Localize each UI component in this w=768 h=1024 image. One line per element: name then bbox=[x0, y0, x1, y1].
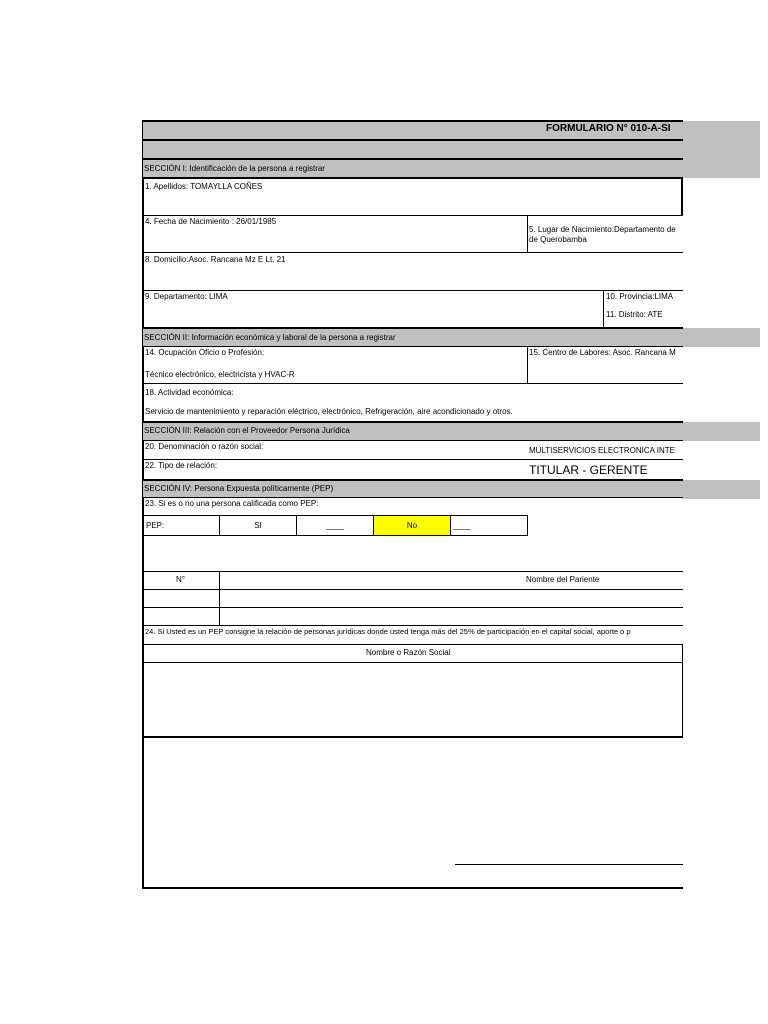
fecha-divider bbox=[527, 216, 528, 253]
pep-label-cell bbox=[142, 515, 220, 536]
actividad-value: Servicio de mantenimiento y reparación eléctrico, electrónico, Refrigeración, aire acondicionado y otros. bbox=[145, 407, 513, 416]
ocupacion-label: 14. Ocupación Oficio o Profesión: bbox=[145, 348, 265, 357]
pep-no-cell[interactable] bbox=[373, 515, 451, 536]
section4-heading: SECCIÓN IV: Persona Expuesta políticamente (PEP) bbox=[144, 484, 334, 493]
pep-si-cell[interactable] bbox=[219, 515, 297, 536]
rule bbox=[142, 383, 683, 384]
relatives-col-divider bbox=[219, 571, 220, 626]
right-gray-block-sec3 bbox=[683, 422, 760, 441]
pep-no-blank bbox=[450, 515, 528, 536]
fecha-nacimiento-field: 4. Fecha de Nacimiento : 26/01/1985 bbox=[145, 217, 277, 226]
tipo-relacion-label: 22. Tipo de relación: bbox=[145, 461, 218, 470]
rule bbox=[142, 120, 683, 122]
lugar-nacimiento-field: 5. Lugar de Nacimiento:Departamento de bbox=[529, 225, 676, 234]
denominacion-value: MULTISERVICIOS ELECTRONICA INTE bbox=[529, 446, 675, 455]
rule bbox=[142, 625, 683, 626]
ocupacion-value: Técnico electrónico, electricista y HVAC-R bbox=[145, 370, 295, 379]
signature-line bbox=[455, 864, 683, 865]
apellidos-right-border bbox=[681, 178, 683, 216]
pep-no-blank-text: ____ bbox=[453, 521, 471, 530]
section1-heading: SECCIÓN I: Identificación de la persona a registrar bbox=[144, 164, 325, 173]
right-gray-block-top bbox=[683, 121, 760, 178]
rule bbox=[142, 497, 683, 498]
relatives-col-n: N° bbox=[176, 575, 185, 584]
rule bbox=[142, 215, 683, 216]
form-bottom-border bbox=[142, 887, 683, 889]
form-title: FORMULARIO N° 010-A-SI bbox=[546, 123, 671, 134]
razon-social-header: Nombre o Razón Social bbox=[366, 648, 451, 657]
subtitle-band bbox=[143, 141, 683, 158]
rule bbox=[142, 346, 683, 347]
distrito-field: 11. Distrito: ATE bbox=[606, 310, 663, 319]
pep-question: 23. Si es o no una persona calificada como PEP: bbox=[145, 499, 319, 508]
rule bbox=[142, 571, 683, 572]
right-gray-block-sec4 bbox=[683, 480, 760, 499]
rule bbox=[142, 589, 683, 590]
rule bbox=[142, 459, 683, 460]
departamento-divider bbox=[603, 291, 604, 328]
rule bbox=[142, 177, 683, 179]
pep-si-option: SI bbox=[254, 521, 262, 530]
actividad-label: 18. Actividad económica: bbox=[145, 388, 234, 397]
section3-heading: SECCIÓN III: Relación con el Proveedor Persona Jurídica bbox=[144, 426, 350, 435]
provincia-field: 10. Provincia:LIMA bbox=[606, 292, 674, 301]
pep-si-blank bbox=[296, 515, 374, 536]
lugar-nacimiento-field-2: de Querobamba bbox=[529, 235, 587, 244]
rule bbox=[142, 440, 683, 441]
rule bbox=[142, 736, 683, 738]
rule bbox=[142, 252, 683, 253]
form-left-border bbox=[142, 120, 144, 889]
pep-si-blank-text: ____ bbox=[326, 521, 344, 530]
pep-no-option: No bbox=[406, 521, 418, 530]
right-gray-block-sec2 bbox=[683, 328, 760, 347]
domicilio-field: 8. Domicilio:Asoc. Rancana Mz E Lt. 21 bbox=[145, 255, 286, 264]
tipo-relacion-value: TITULAR - GERENTE bbox=[529, 463, 648, 477]
relatives-col-name: Nombre del Pariente bbox=[526, 575, 600, 584]
ocupacion-divider bbox=[527, 347, 528, 384]
apellidos-field: 1. Apellidos: TOMAYLLA COÑES bbox=[145, 182, 263, 191]
pep-label: PEP: bbox=[146, 521, 165, 530]
rule bbox=[142, 607, 683, 608]
rule bbox=[142, 290, 683, 291]
rule bbox=[142, 662, 683, 663]
departamento-field: 9. Departamento: LIMA bbox=[145, 292, 228, 301]
q24-text: 24. Si Usted es un PEP consigne la relación de personas jurídicas donde usted tenga más del 25% de participación en el capital social, aporte o p bbox=[145, 627, 631, 636]
centro-labores-field: 15. Centro de Labores: Asoc. Rancana M bbox=[529, 348, 676, 357]
denominacion-label: 20. Denominación o razón social: bbox=[145, 442, 264, 451]
section2-heading: SECCIÓN II: Información económica y laboral de la persona a registrar bbox=[144, 333, 396, 342]
